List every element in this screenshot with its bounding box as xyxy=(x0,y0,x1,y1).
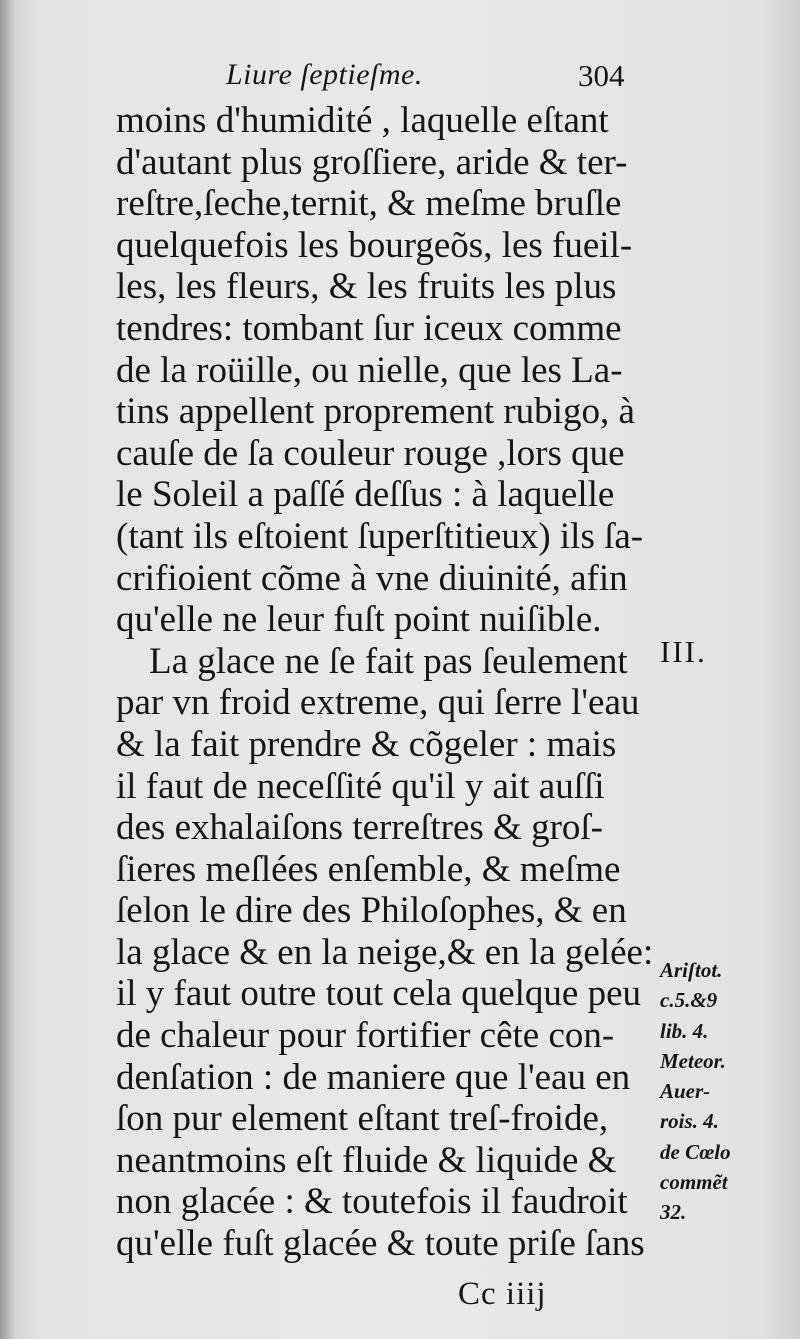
text-line: ſieres meſlées enſemble, & meſme xyxy=(116,848,621,890)
text-line: d'autant plus groſſiere, aride & ter- xyxy=(116,141,628,183)
signature-mark: Cc iiij xyxy=(458,1276,547,1312)
margin-note-line: Meteor. xyxy=(660,1048,726,1073)
margin-note-line: commẽt xyxy=(660,1170,728,1195)
text-line: il y faut outre tout cela quelque peu xyxy=(116,973,642,1015)
margin-note-line: 32. xyxy=(660,1200,687,1225)
text-line: & la fait prendre & cõgeler : mais xyxy=(116,723,617,765)
text-line: de chaleur pour fortifier cête con- xyxy=(116,1015,615,1057)
margin-note-line: c.5.&9 xyxy=(660,988,718,1013)
text-line: neantmoins eſt fluide & liquide & xyxy=(116,1139,617,1181)
margin-note-line: lib. 4. xyxy=(660,1018,709,1043)
body-text xyxy=(116,100,656,1265)
text-line: il faut de neceſſité qu'il y ait auſſi xyxy=(116,765,605,807)
margin-note-line: Auer- xyxy=(660,1079,711,1104)
text-line: crifioient cõme à vne diuinité, afin xyxy=(116,557,628,599)
text-line: tendres: tombant ſur iceux comme xyxy=(116,307,622,349)
text-line: qu'elle ne leur fuſt point nuiſible. xyxy=(116,599,602,641)
text-line: denſation : de maniere que l'eau en xyxy=(116,1056,631,1098)
text-line: de la roüille, ou nielle, que les La- xyxy=(116,349,623,391)
running-title: Liure ſeptieſme. xyxy=(226,58,423,91)
text-line-paragraph-start: La glace ne ſe fait pas ſeulement xyxy=(149,640,628,682)
text-line: ſon pur element eſtant treſ-froide, xyxy=(116,1098,609,1140)
page-spine-shadow xyxy=(0,0,14,1339)
page-header xyxy=(226,56,656,98)
text-line: des exhalaiſons terreſtres & groſ- xyxy=(116,807,603,849)
text-line: ſelon le dire des Philoſophes, & en xyxy=(116,890,627,932)
page-number: 304 xyxy=(578,58,625,93)
text-line: la glace & en la neige,& en la gelée: xyxy=(116,931,654,973)
text-line: moins d'humidité , laquelle eſtant xyxy=(116,100,609,141)
text-line: reſtre,ſeche,ternit, & meſme bruſle xyxy=(116,183,622,225)
margin-note-line: de Cœlo xyxy=(660,1139,731,1164)
text-line: le Soleil a paſſé deſſus : à laquelle xyxy=(116,474,615,516)
margin-section-number: III. xyxy=(660,634,707,669)
text-line: tins appellent proprement rubigo, à xyxy=(116,391,635,433)
text-line: qu'elle fuſt glacée & toute priſe ſans xyxy=(116,1223,645,1265)
margin-note-line: Ariſtot. xyxy=(660,958,723,982)
margin-citation xyxy=(660,955,770,1228)
text-line: (tant ils eſtoient ſuperſtitieux) ils ſa- xyxy=(116,515,644,557)
text-line: non glacée : & toutefois il faudroit xyxy=(116,1181,628,1223)
text-line: quelquefois les bourgeõs, les fueil- xyxy=(116,224,633,266)
text-line: par vn froid extreme, qui ſerre l'eau xyxy=(116,682,640,724)
text-line: les, les fleurs, & les fruits les plus xyxy=(116,266,617,308)
margin-note-line: rois. 4. xyxy=(660,1109,719,1134)
text-line: cauſe de ſa couleur rouge ,lors que xyxy=(116,432,625,474)
